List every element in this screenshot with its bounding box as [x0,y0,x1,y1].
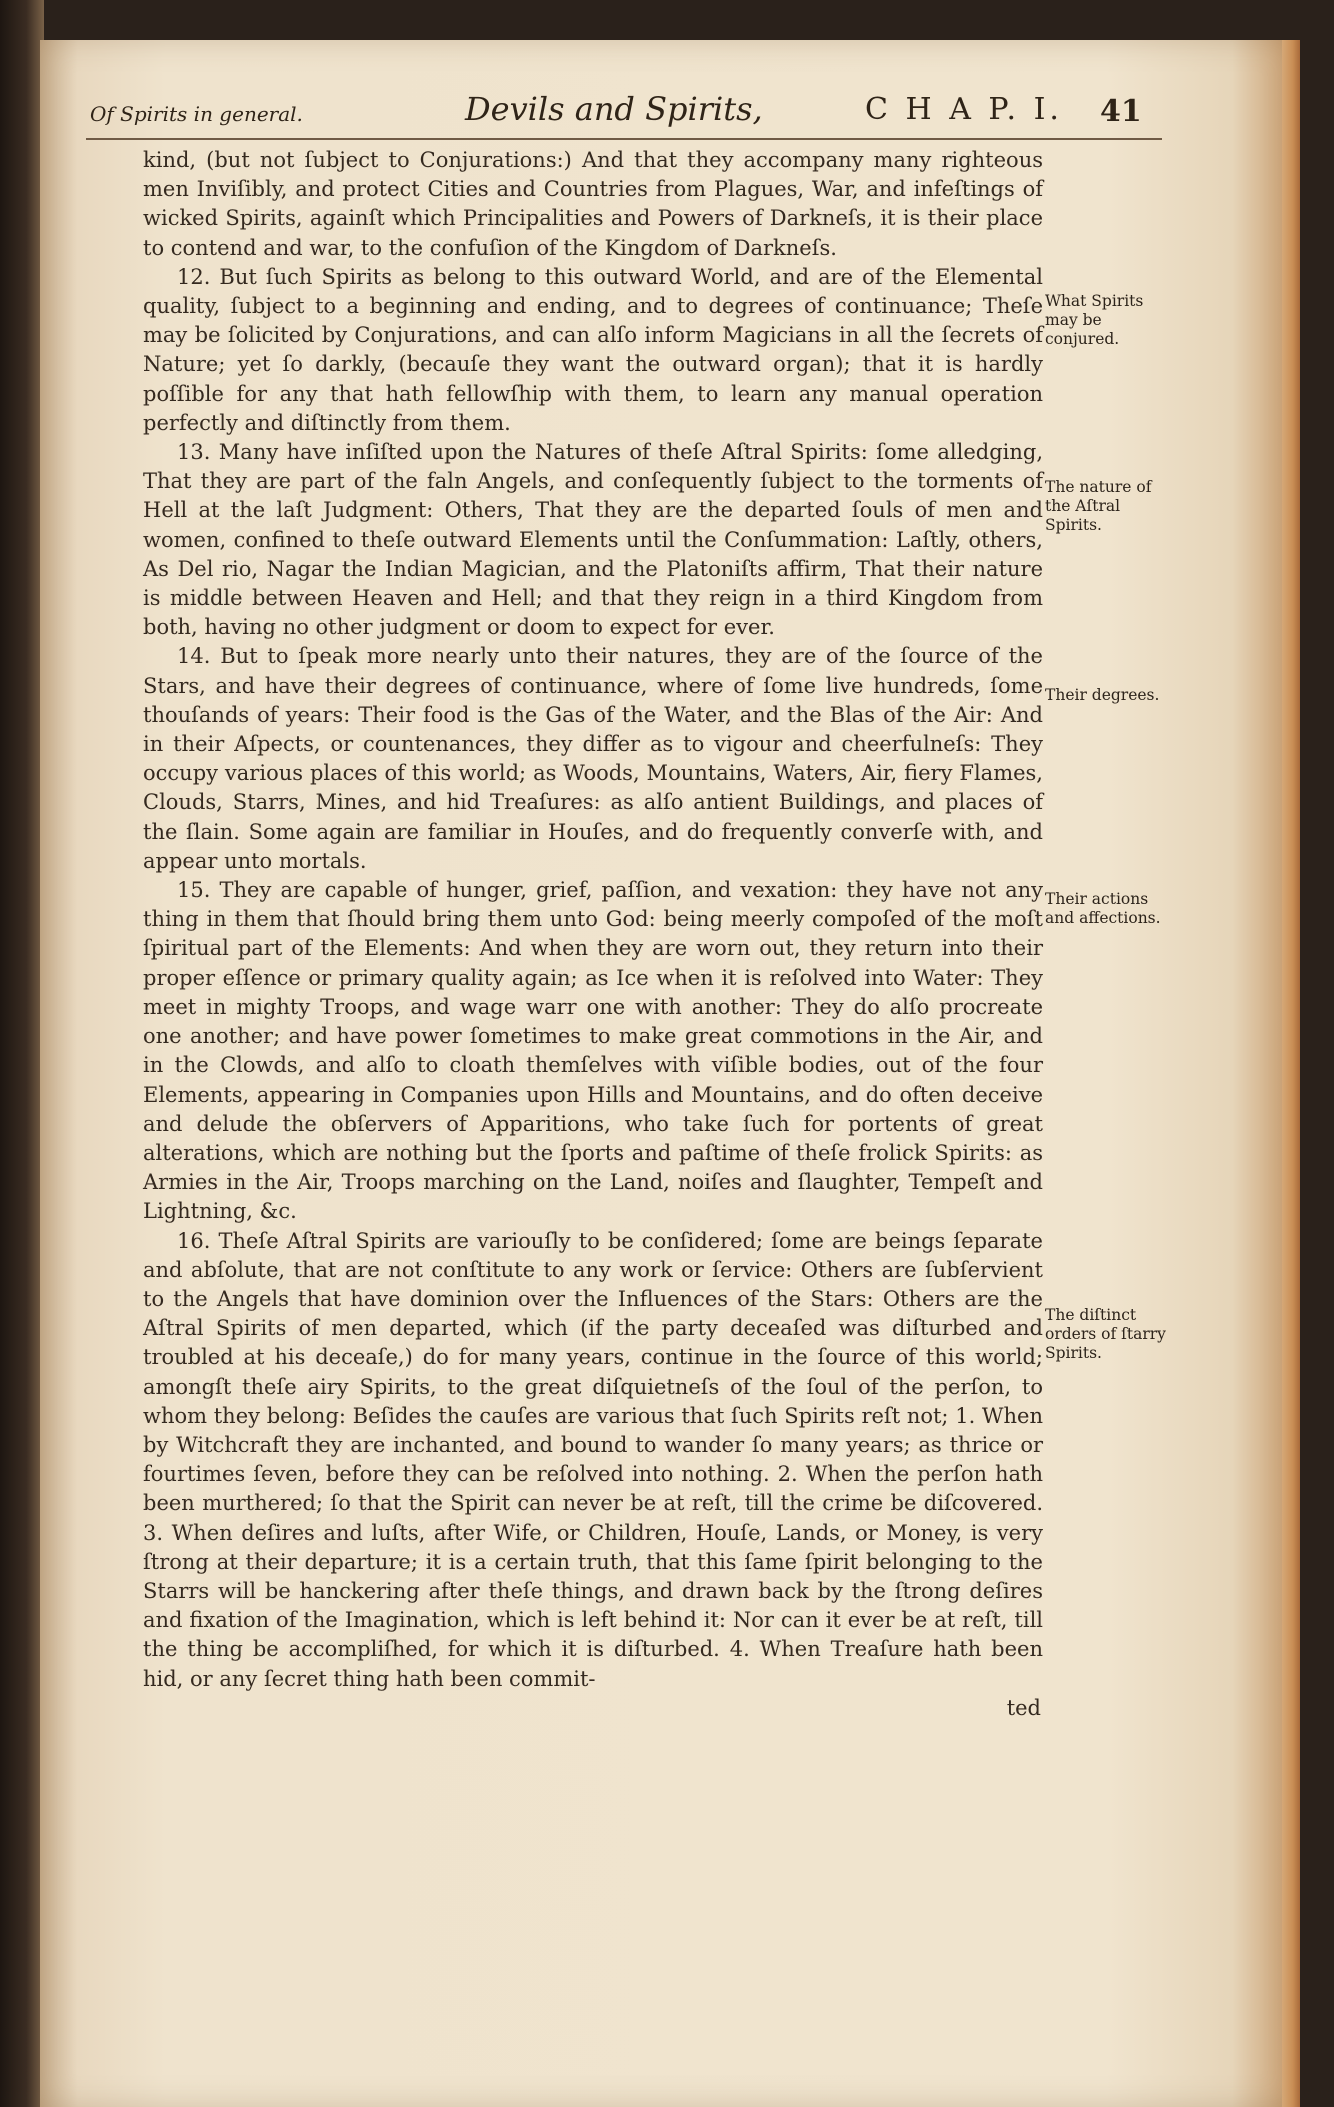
catchword: ted [1006,1695,1041,1720]
book-binding [0,0,44,2107]
page-number: 41 [1100,94,1142,129]
paragraph-14: 14. But to ſpeak more nearly unto their natures, they are of the ſource of the Stars, and have their degrees of continuance, where of ſome live hundreds, ſome thouſands of years: Their food is the Gas of the Water, and the Blas of the Air: And in their Aſpects, or countenances, they differ as to vigour and cheerfulneſs: They occupy various places of this world; as Woods, Mountains, Waters, Air, fiery Flames, Clouds, Starrs, Mines, and hid Treaſures: as alſo antient Buildings, and places of the ſlain. Some again are familiar in Houſes, and do frequently converſe with, and appear unto mortals. [143,644,1043,873]
header-rule [86,138,1162,140]
paragraph-continuation: kind, (but not ſubject to Conjurations:) And that they accompany many righteous men Inviſibly, and protect Cities and Countries from Plagues, War, and infeſtings of wicked Spirits, againſt which Principalities and Powers of Darkneſs, it is their place to contend and war, to the confuſion of the Kingdom of Darkneſs. [143,148,1043,260]
paragraph-15: 15. They are capable of hunger, grief, paſſion, and vexation: they have not any thing in them that ſhould bring them unto God: being meerly compoſed of the moſt ſpiritual part of the Elements: And when they are worn out, they return into their proper eſſence or primary quality again; as Ice when it is reſolved into Water: They meet in mighty Troops, and wage warr one with another: They do alſo procreate one another; and have power ſometimes to make great commotions in the Air, and in the Clowds, and alſo to cloath themſelves with viſible bodies, out of the four Elements, appearing in Companies upon Hills and Mountains, and do often deceive and delude the obſervers of Apparitions, who take ſuch for portents of great alterations, which are nothing but the ſports and paſtime of theſe frolick Spirits: as Armies in the Air, Troops marching on the Land, noiſes and ſlaughter, Tempeſt and Lightning, &c. [143,878,1043,1224]
paragraph-12: 12. But ſuch Spirits as belong to this outward World, and are of the Elemental quality, ſubject to a beginning and ending, and to degrees of continuance; Theſe may be ſolicited by Conjurations, and can alſo inform Magicians in all the ſecrets of Nature; yet ſo darkly, (becauſe they want the outward organ); that it is hardly poſſible for any that hath fellowſhip with them, to learn any manual operation perfectly and diſtinctly from them. [143,264,1043,435]
paragraph-13: 13. Many have inſiſted upon the Natures of theſe Aſtral Spirits: ſome alledging, That they are part of the faln Angels, and conſequently ſubject to the torments of Hell at the laſt Judgment: Others, That they are the departed ſouls of men and women, confined to theſe outward Elements until the Conſummation: Laſtly, others, As Del rio, Nagar the Indian Magician, and the Platoniſts affirm, That their nature is middle between Heaven and Hell; and that they reign in a third Kingdom from both, having no other judgment or doom to expect for ever. [143,440,1043,640]
page-edge [1282,40,1300,2107]
running-head-chapter: C H A P. I. [865,92,1063,127]
running-head-section: Of Spirits in general. [90,102,303,126]
running-head [90,90,1155,134]
margin-note-degrees: Their degrees. [1045,686,1160,704]
margin-note-conjured: What Spirits may be conjured. [1045,292,1144,348]
margin-note-nature: The nature of the Aſtral Spirits. [1045,478,1152,534]
body-text [143,146,1043,1723]
running-head-title: Devils and Spirits, [465,90,763,128]
margin-note-orders: The diſtinct orders of ſtarry Spirits. [1045,1306,1166,1362]
paragraph-16: 16. Theſe Aſtral Spirits are variouſly to be conſidered; ſome are beings ſeparate and abſolute, that are not conſtitute to any work or ſervice: Others are ſubſervient to the Angels that have dominion over the Influences of the Stars: Others are the Aſtral Spirits of men departed, which (if the party deceaſed was diſturbed and troubled at his deceaſe,) do for many years, continue in the ſource of this world; amongſt theſe airy Spirits, to the great diſquietneſs of the ſoul of the perſon, to whom they belong: Beſides the cauſes are various that ſuch Spirits reſt not; 1. When by Witchcraft they are inchanted, and bound to wander ſo many years; as thrice or fourtimes ſeven, before they can be reſolved into nothing. 2. When the perſon hath been murthered; ſo that the Spirit can never be at reſt, till the crime be diſcovered. 3. When deſires and luſts, after Wife, or Children, Houſe, Lands, or Money, is very ſtrong at their departure; it is a certain truth, that this ſame ſpirit belonging to the Starrs will be hanckering after theſe things, and drawn back by the ſtrong deſires and fixation of the Imagination, which is left behind it: Nor can it ever be at reſt, till the thing be accompliſhed, for which it is diſturbed. 4. When Treaſure hath been hid, or any ſecret thing hath been commit- [143,1228,1043,1691]
margin-note-actions: Their actions and affections. [1045,890,1161,927]
